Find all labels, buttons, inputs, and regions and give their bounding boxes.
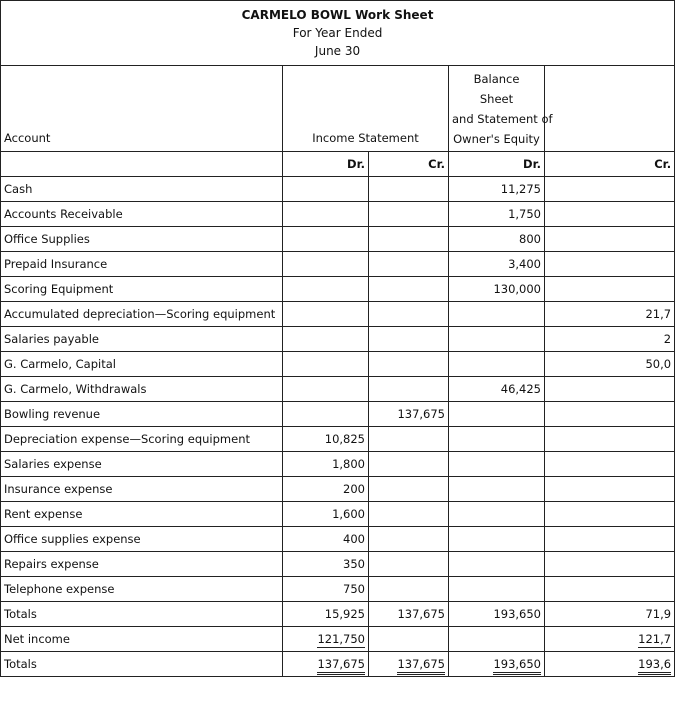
income-statement-header: Income Statement bbox=[283, 66, 449, 152]
income-dr-cell bbox=[283, 577, 369, 602]
table-row bbox=[1, 302, 675, 327]
income-dr-cell bbox=[283, 377, 369, 402]
balance-sheet-header-overflow bbox=[545, 66, 675, 152]
income-dr-cell bbox=[283, 602, 369, 627]
title-cell bbox=[1, 1, 675, 66]
income-cr-cell bbox=[369, 452, 449, 477]
balance-dr-cell bbox=[449, 252, 545, 277]
balance-sheet-header-line: and Statement of bbox=[452, 112, 553, 126]
income-cr-cell bbox=[369, 602, 449, 627]
account-cell: Salaries expense bbox=[1, 452, 283, 477]
income-cr-cell bbox=[369, 377, 449, 402]
balance-cr-cell bbox=[545, 652, 675, 677]
income-dr-cell-value: 1,600 bbox=[332, 507, 365, 521]
balance-cr-cell bbox=[545, 252, 675, 277]
income-dr-cell bbox=[283, 277, 369, 302]
income-dr-cell-value: 350 bbox=[343, 557, 365, 571]
account-cell: Net income bbox=[1, 627, 283, 652]
balance-cr-cell bbox=[545, 227, 675, 252]
table-row bbox=[1, 427, 675, 452]
income-cr-cell bbox=[369, 402, 449, 427]
balance-cr-cell-value: 71,9 bbox=[645, 607, 672, 621]
period-label: For Year Ended bbox=[292, 26, 383, 40]
balance-cr-cell-value: 21,7 bbox=[645, 307, 672, 321]
income-dr-cell-value: 10,825 bbox=[324, 432, 365, 446]
income-dr-cell bbox=[283, 627, 369, 652]
income-dr-cell-value: 1,800 bbox=[332, 457, 365, 471]
balance-dr-cell bbox=[449, 452, 545, 477]
balance-cr-cell-value: 50,0 bbox=[645, 357, 672, 371]
bs-cr-header: Cr. bbox=[545, 152, 675, 177]
dr-cr-row bbox=[1, 152, 675, 177]
balance-dr-cell-value: 11,275 bbox=[500, 182, 541, 196]
account-cell: Salaries payable bbox=[1, 327, 283, 352]
balance-cr-cell bbox=[545, 577, 675, 602]
balance-dr-cell bbox=[449, 377, 545, 402]
bs-dr-header: Dr. bbox=[449, 152, 545, 177]
balance-dr-cell bbox=[449, 502, 545, 527]
income-dr-cell bbox=[283, 427, 369, 452]
balance-cr-cell bbox=[545, 477, 675, 502]
table-row bbox=[1, 327, 675, 352]
account-cell: Repairs expense bbox=[1, 552, 283, 577]
balance-dr-cell bbox=[449, 302, 545, 327]
income-dr-cell bbox=[283, 527, 369, 552]
balance-sheet-header-line: Owner's Equity bbox=[453, 132, 540, 146]
table-row bbox=[1, 552, 675, 577]
income-dr-cell bbox=[283, 552, 369, 577]
income-dr-cell bbox=[283, 477, 369, 502]
period-date: June 30 bbox=[314, 44, 361, 58]
balance-sheet-header-line: Balance bbox=[473, 72, 520, 86]
balance-dr-cell bbox=[449, 327, 545, 352]
balance-sheet-header bbox=[449, 66, 553, 152]
table-row bbox=[1, 277, 675, 302]
balance-dr-cell-value: 193,650 bbox=[493, 657, 541, 675]
balance-cr-cell bbox=[545, 527, 675, 552]
table-row bbox=[1, 202, 675, 227]
account-cell: Accounts Receivable bbox=[1, 202, 283, 227]
table-row bbox=[1, 652, 675, 677]
income-cr-cell bbox=[369, 627, 449, 652]
is-cr-header: Cr. bbox=[369, 152, 449, 177]
income-dr-cell bbox=[283, 327, 369, 352]
table-row bbox=[1, 227, 675, 252]
dr-cr-blank bbox=[1, 152, 283, 177]
balance-cr-cell bbox=[545, 552, 675, 577]
account-cell: Accumulated depreciation—Scoring equipment bbox=[1, 302, 283, 327]
income-dr-cell-value: 15,925 bbox=[324, 607, 365, 621]
account-cell: Telephone expense bbox=[1, 577, 283, 602]
income-cr-cell-value: 137,675 bbox=[397, 657, 445, 675]
balance-cr-cell bbox=[545, 402, 675, 427]
income-cr-cell bbox=[369, 202, 449, 227]
table-row bbox=[1, 352, 675, 377]
balance-cr-cell bbox=[545, 327, 675, 352]
is-dr-header: Dr. bbox=[283, 152, 369, 177]
company-title: CARMELO BOWL Work Sheet bbox=[241, 8, 434, 22]
balance-cr-cell bbox=[545, 602, 675, 627]
balance-dr-cell-value: 800 bbox=[519, 232, 541, 246]
balance-cr-cell-value: 2 bbox=[663, 332, 672, 346]
income-dr-cell bbox=[283, 652, 369, 677]
title-row bbox=[1, 1, 675, 66]
balance-dr-cell-value: 1,750 bbox=[508, 207, 541, 221]
account-cell: Cash bbox=[1, 177, 283, 202]
income-dr-cell bbox=[283, 302, 369, 327]
balance-dr-cell bbox=[449, 527, 545, 552]
account-cell: Totals bbox=[1, 652, 283, 677]
balance-dr-cell bbox=[449, 627, 545, 652]
account-cell: Office Supplies bbox=[1, 227, 283, 252]
income-dr-cell-value: 400 bbox=[343, 532, 365, 546]
table-row bbox=[1, 527, 675, 552]
balance-dr-cell bbox=[449, 277, 545, 302]
account-cell: Rent expense bbox=[1, 502, 283, 527]
balance-dr-cell bbox=[449, 652, 545, 677]
balance-dr-cell bbox=[449, 402, 545, 427]
table-row bbox=[1, 502, 675, 527]
account-cell: Office supplies expense bbox=[1, 527, 283, 552]
table-row bbox=[1, 452, 675, 477]
table-row bbox=[1, 252, 675, 277]
balance-dr-cell bbox=[449, 427, 545, 452]
balance-cr-cell bbox=[545, 202, 675, 227]
balance-cr-cell bbox=[545, 452, 675, 477]
balance-dr-cell bbox=[449, 352, 545, 377]
account-cell: Bowling revenue bbox=[1, 402, 283, 427]
balance-cr-cell bbox=[545, 627, 675, 652]
account-cell: G. Carmelo, Withdrawals bbox=[1, 377, 283, 402]
income-dr-cell bbox=[283, 352, 369, 377]
balance-cr-cell-value: 193,6 bbox=[638, 657, 671, 675]
account-cell: G. Carmelo, Capital bbox=[1, 352, 283, 377]
balance-dr-cell bbox=[449, 477, 545, 502]
balance-dr-cell bbox=[449, 552, 545, 577]
income-dr-cell-value: 137,675 bbox=[317, 657, 365, 675]
income-cr-cell bbox=[369, 252, 449, 277]
income-cr-cell bbox=[369, 552, 449, 577]
table-row bbox=[1, 627, 675, 652]
income-dr-cell bbox=[283, 177, 369, 202]
account-cell: Insurance expense bbox=[1, 477, 283, 502]
income-cr-cell bbox=[369, 652, 449, 677]
account-cell: Totals bbox=[1, 602, 283, 627]
balance-cr-cell bbox=[545, 502, 675, 527]
income-cr-cell bbox=[369, 477, 449, 502]
balance-dr-cell bbox=[449, 602, 545, 627]
table-row bbox=[1, 177, 675, 202]
income-dr-cell bbox=[283, 452, 369, 477]
balance-dr-cell bbox=[449, 577, 545, 602]
income-cr-cell bbox=[369, 427, 449, 452]
account-header: Account bbox=[1, 66, 283, 152]
balance-cr-cell bbox=[545, 427, 675, 452]
table-row bbox=[1, 402, 675, 427]
income-dr-cell bbox=[283, 252, 369, 277]
income-cr-cell-value: 137,675 bbox=[397, 407, 445, 421]
income-dr-cell bbox=[283, 227, 369, 252]
income-cr-cell bbox=[369, 327, 449, 352]
balance-cr-cell bbox=[545, 377, 675, 402]
table-row bbox=[1, 477, 675, 502]
income-cr-cell bbox=[369, 277, 449, 302]
income-cr-cell-value: 137,675 bbox=[397, 607, 445, 621]
balance-dr-cell-value: 193,650 bbox=[493, 607, 541, 621]
income-cr-cell bbox=[369, 502, 449, 527]
income-dr-cell bbox=[283, 502, 369, 527]
balance-dr-cell bbox=[449, 177, 545, 202]
income-cr-cell bbox=[369, 302, 449, 327]
income-cr-cell bbox=[369, 352, 449, 377]
balance-dr-cell bbox=[449, 227, 545, 252]
balance-cr-cell bbox=[545, 277, 675, 302]
account-rows bbox=[1, 177, 675, 677]
account-cell: Scoring Equipment bbox=[1, 277, 283, 302]
balance-sheet-header-line: Sheet bbox=[479, 92, 514, 106]
balance-dr-cell-value: 46,425 bbox=[500, 382, 541, 396]
income-dr-cell bbox=[283, 402, 369, 427]
income-cr-cell bbox=[369, 527, 449, 552]
table-row bbox=[1, 377, 675, 402]
balance-cr-cell bbox=[545, 177, 675, 202]
balance-cr-cell-value: 121,7 bbox=[638, 632, 672, 646]
account-cell: Depreciation expense—Scoring equipment bbox=[1, 427, 283, 452]
table-row bbox=[1, 602, 675, 627]
balance-cr-cell bbox=[545, 352, 675, 377]
income-cr-cell bbox=[369, 177, 449, 202]
header-row bbox=[1, 66, 675, 152]
balance-cr-cell bbox=[545, 302, 675, 327]
income-dr-cell bbox=[283, 202, 369, 227]
income-dr-cell-value: 750 bbox=[343, 582, 365, 596]
balance-dr-cell-value: 3,400 bbox=[508, 257, 541, 271]
income-cr-cell bbox=[369, 227, 449, 252]
income-cr-cell bbox=[369, 577, 449, 602]
income-dr-cell-value: 200 bbox=[343, 482, 365, 496]
income-dr-cell-value: 121,750 bbox=[317, 632, 365, 646]
table-row bbox=[1, 577, 675, 602]
balance-dr-cell-value: 130,000 bbox=[493, 282, 541, 296]
balance-dr-cell bbox=[449, 202, 545, 227]
account-cell: Prepaid Insurance bbox=[1, 252, 283, 277]
